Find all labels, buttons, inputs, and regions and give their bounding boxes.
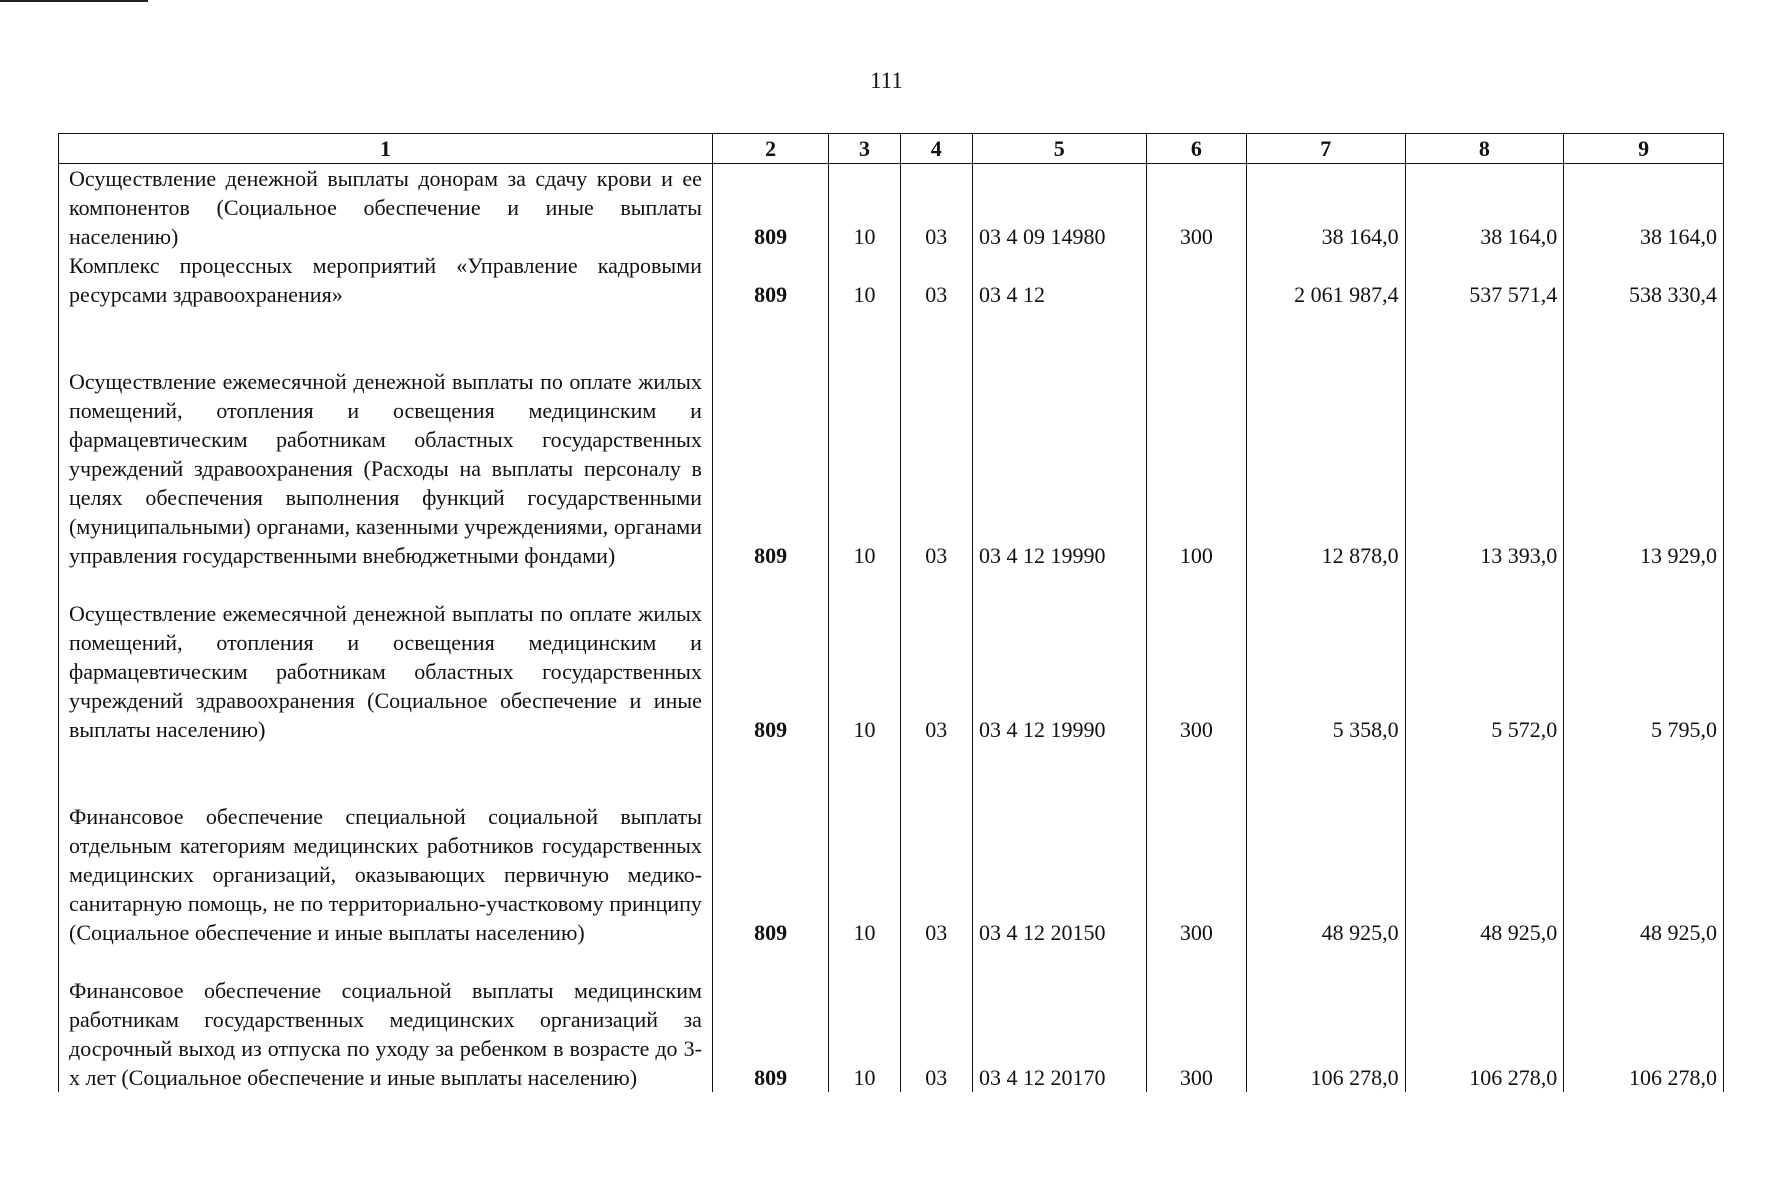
- col-header-2: 2: [712, 134, 829, 164]
- section-cell: 10: [829, 251, 900, 309]
- amount-year1-cell: 2 061 987,4: [1247, 251, 1406, 309]
- amount-year2-cell: 5 572,0: [1405, 570, 1564, 744]
- ministry-code-cell: 809: [712, 164, 829, 252]
- target-article-cell: 03 4 09 14980: [972, 164, 1146, 252]
- table-row: [59, 744, 1724, 947]
- ministry-code-cell: 809: [712, 570, 829, 744]
- subsection-cell: 03: [900, 164, 972, 252]
- col-header-1: 1: [59, 134, 713, 164]
- amount-year2-cell: 13 393,0: [1405, 309, 1564, 570]
- table-row: [59, 251, 1724, 309]
- table-row: [59, 309, 1724, 570]
- table-row: [59, 164, 1724, 252]
- target-article-cell: 03 4 12 19990: [972, 570, 1146, 744]
- col-header-4: 4: [900, 134, 972, 164]
- subsection-cell: 03: [900, 947, 972, 1092]
- col-header-8: 8: [1405, 134, 1564, 164]
- expense-name-cell: Осуществление ежемесячной денежной выплаты по оплате жилых помещений, отопления и освещения медицинским и фармацевтическим работникам областных государственных учреждений здравоохранения (Социальное обеспечение и иные выплаты населению): [59, 570, 713, 744]
- amount-year2-cell: 48 925,0: [1405, 744, 1564, 947]
- amount-year1-cell: 12 878,0: [1247, 309, 1406, 570]
- col-header-9: 9: [1564, 134, 1724, 164]
- table-header-row: [59, 134, 1724, 164]
- expense-name-cell: Финансовое обеспечение специальной социальной выплаты отдельным категориям медицинских работников государственных медицинских организаций, оказывающих первичную медико-санитарную помощь, не по территориально-участковому принципу (Социальное обеспечение и иные выплаты населению): [59, 744, 713, 947]
- expense-type-cell: 300: [1146, 947, 1246, 1092]
- target-article-cell: 03 4 12 20170: [972, 947, 1146, 1092]
- expense-type-cell: [1146, 251, 1246, 309]
- amount-year1-cell: 106 278,0: [1247, 947, 1406, 1092]
- ministry-code-cell: 809: [712, 309, 829, 570]
- amount-year3-cell: 13 929,0: [1564, 309, 1724, 570]
- budget-table: [58, 133, 1724, 1092]
- expense-type-cell: 300: [1146, 570, 1246, 744]
- ministry-code-cell: 809: [712, 251, 829, 309]
- amount-year3-cell: 5 795,0: [1564, 570, 1724, 744]
- amount-year1-cell: 48 925,0: [1247, 744, 1406, 947]
- col-header-3: 3: [829, 134, 900, 164]
- expense-name-cell: Осуществление ежемесячной денежной выплаты по оплате жилых помещений, отопления и освещения медицинским и фармацевтическим работникам областных государственных учреждений здравоохранения (Расходы на выплаты персоналу в целях обеспечения выполнения функций государственными (муниципальными) органами, казенными учреждениями, органами управления государственными внебюджетными фондами): [59, 309, 713, 570]
- section-cell: 10: [829, 164, 900, 252]
- target-article-cell: 03 4 12 19990: [972, 309, 1146, 570]
- amount-year1-cell: 38 164,0: [1247, 164, 1406, 252]
- page-number: 111: [870, 68, 903, 93]
- amount-year1-cell: 5 358,0: [1247, 570, 1406, 744]
- scan-edge-mark: [0, 0, 148, 2]
- col-header-5: 5: [972, 134, 1146, 164]
- expense-type-cell: 300: [1146, 744, 1246, 947]
- ministry-code-cell: 809: [712, 744, 829, 947]
- target-article-cell: 03 4 12: [972, 251, 1146, 309]
- expense-type-cell: 300: [1146, 164, 1246, 252]
- section-cell: 10: [829, 309, 900, 570]
- expense-type-cell: 100: [1146, 309, 1246, 570]
- amount-year3-cell: 106 278,0: [1564, 947, 1724, 1092]
- section-cell: 10: [829, 744, 900, 947]
- table-row: [59, 947, 1724, 1092]
- target-article-cell: 03 4 12 20150: [972, 744, 1146, 947]
- col-header-6: 6: [1146, 134, 1246, 164]
- section-cell: 10: [829, 947, 900, 1092]
- subsection-cell: 03: [900, 570, 972, 744]
- subsection-cell: 03: [900, 309, 972, 570]
- expense-name-cell: Комплекс процессных мероприятий «Управление кадровыми ресурсами здравоохранения»: [59, 251, 713, 309]
- table-row: [59, 570, 1724, 744]
- amount-year3-cell: 38 164,0: [1564, 164, 1724, 252]
- amount-year3-cell: 48 925,0: [1564, 744, 1724, 947]
- subsection-cell: 03: [900, 251, 972, 309]
- expense-name-cell: Осуществление денежной выплаты донорам за сдачу крови и ее компонентов (Социальное обеспечение и иные выплаты населению): [59, 164, 713, 252]
- amount-year3-cell: 538 330,4: [1564, 251, 1724, 309]
- section-cell: 10: [829, 570, 900, 744]
- col-header-7: 7: [1247, 134, 1406, 164]
- expense-name-cell: Финансовое обеспечение социальной выплаты медицинским работникам государственных медицинских организаций за досрочный выход из отпуска по уходу за ребенком в возрасте до 3-х лет (Социальное обеспечение и иные выплаты населению): [59, 947, 713, 1092]
- amount-year2-cell: 38 164,0: [1405, 164, 1564, 252]
- amount-year2-cell: 537 571,4: [1405, 251, 1564, 309]
- ministry-code-cell: 809: [712, 947, 829, 1092]
- amount-year2-cell: 106 278,0: [1405, 947, 1564, 1092]
- subsection-cell: 03: [900, 744, 972, 947]
